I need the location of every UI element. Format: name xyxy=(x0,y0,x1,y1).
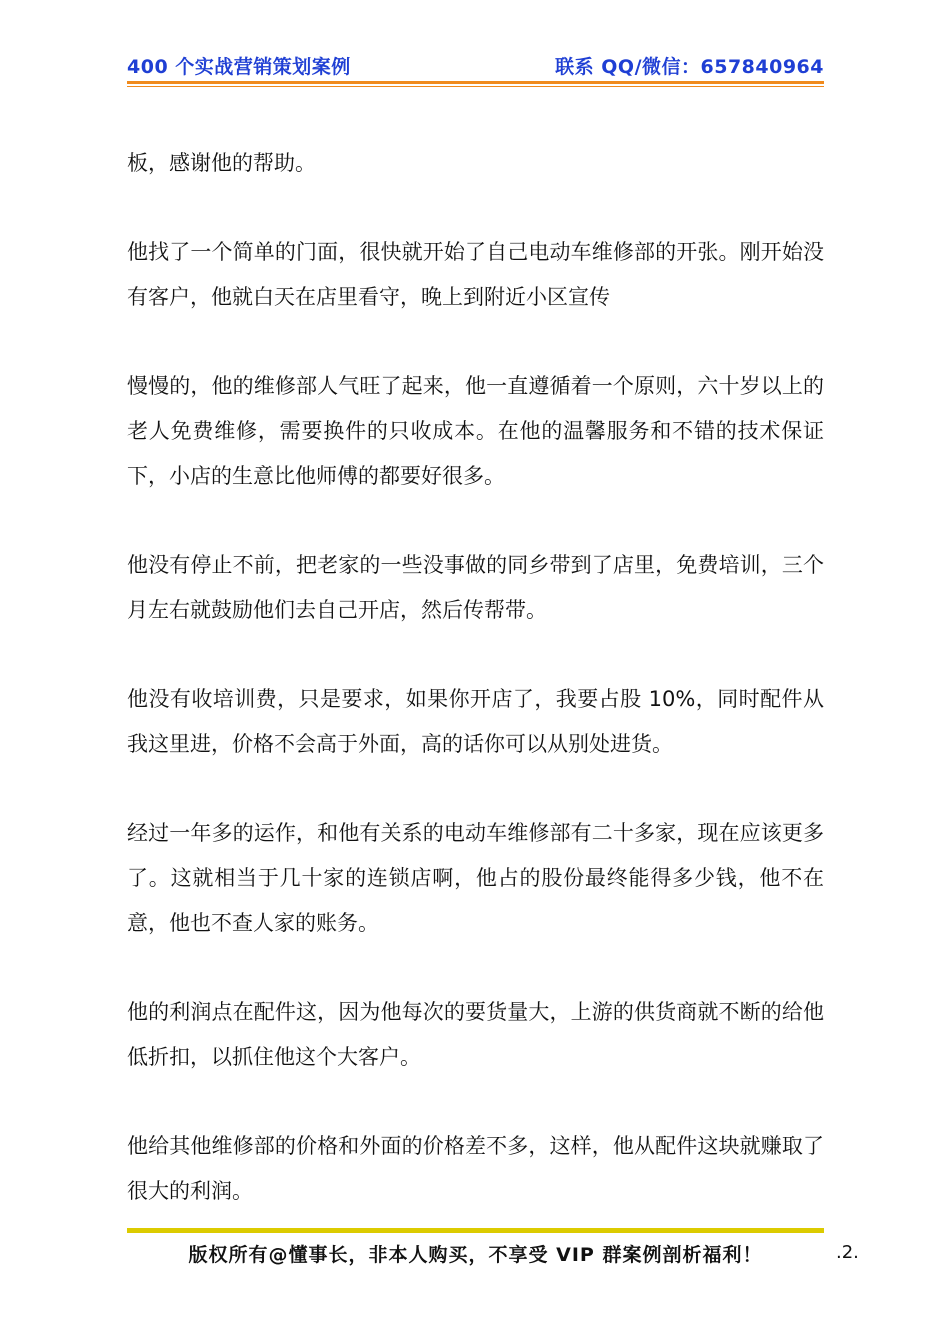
paragraph: 他的利润点在配件这，因为他每次的要货量大，上游的供货商就不断的给他低折扣，以抓住他这个大客户。 xyxy=(127,1000,824,1069)
paragraph: 他找了一个简单的门面，很快就开始了自己电动车维修部的开张。刚开始没有客户，他就白天在店里看守，晚上到附近小区宣传 xyxy=(127,240,824,309)
header-title: 400 个实战营销策划案例 xyxy=(127,56,351,78)
footer-divider xyxy=(127,1228,824,1233)
header-contact: 联系 QQ/微信：657840964 xyxy=(555,56,824,78)
paragraph: 他没有停止不前，把老家的一些没事做的同乡带到了店里，免费培训，三个月左右就鼓励他们去自己开店，然后传帮带。 xyxy=(127,553,824,622)
paragraph: 他给其他维修部的价格和外面的价格差不多，这样，他从配件这块就赚取了很大的利润。 xyxy=(127,1134,824,1203)
paragraph: 经过一年多的运作，和他有关系的电动车维修部有二十多家，现在应该更多了。这就相当于几十家的连锁店啊，他占的股份最终能得多少钱，他不在意，他也不查人家的账务。 xyxy=(127,821,824,935)
page-number: .2. xyxy=(836,1242,859,1263)
page-header xyxy=(127,52,824,80)
paragraph: 他没有收培训费，只是要求，如果你开店了，我要占股 10%，同时配件从我这里进，价格不会高于外面，高的话你可以从别处进货。 xyxy=(127,687,824,756)
paragraph: 板，感谢他的帮助。 xyxy=(127,151,316,175)
paragraph: 慢慢的，他的维修部人气旺了起来，他一直遵循着一个原则，六十岁以上的老人免费维修，需要换件的只收成本。在他的温馨服务和不错的技术保证下，小店的生意比他师傅的都要好很多。 xyxy=(127,374,824,488)
header-divider xyxy=(127,81,824,84)
footer-copyright: 版权所有@懂事长，非本人购买，不享受 VIP 群案例剖析福利！ xyxy=(188,1244,763,1266)
header-divider-thin xyxy=(127,86,824,87)
document-body xyxy=(127,141,824,1258)
